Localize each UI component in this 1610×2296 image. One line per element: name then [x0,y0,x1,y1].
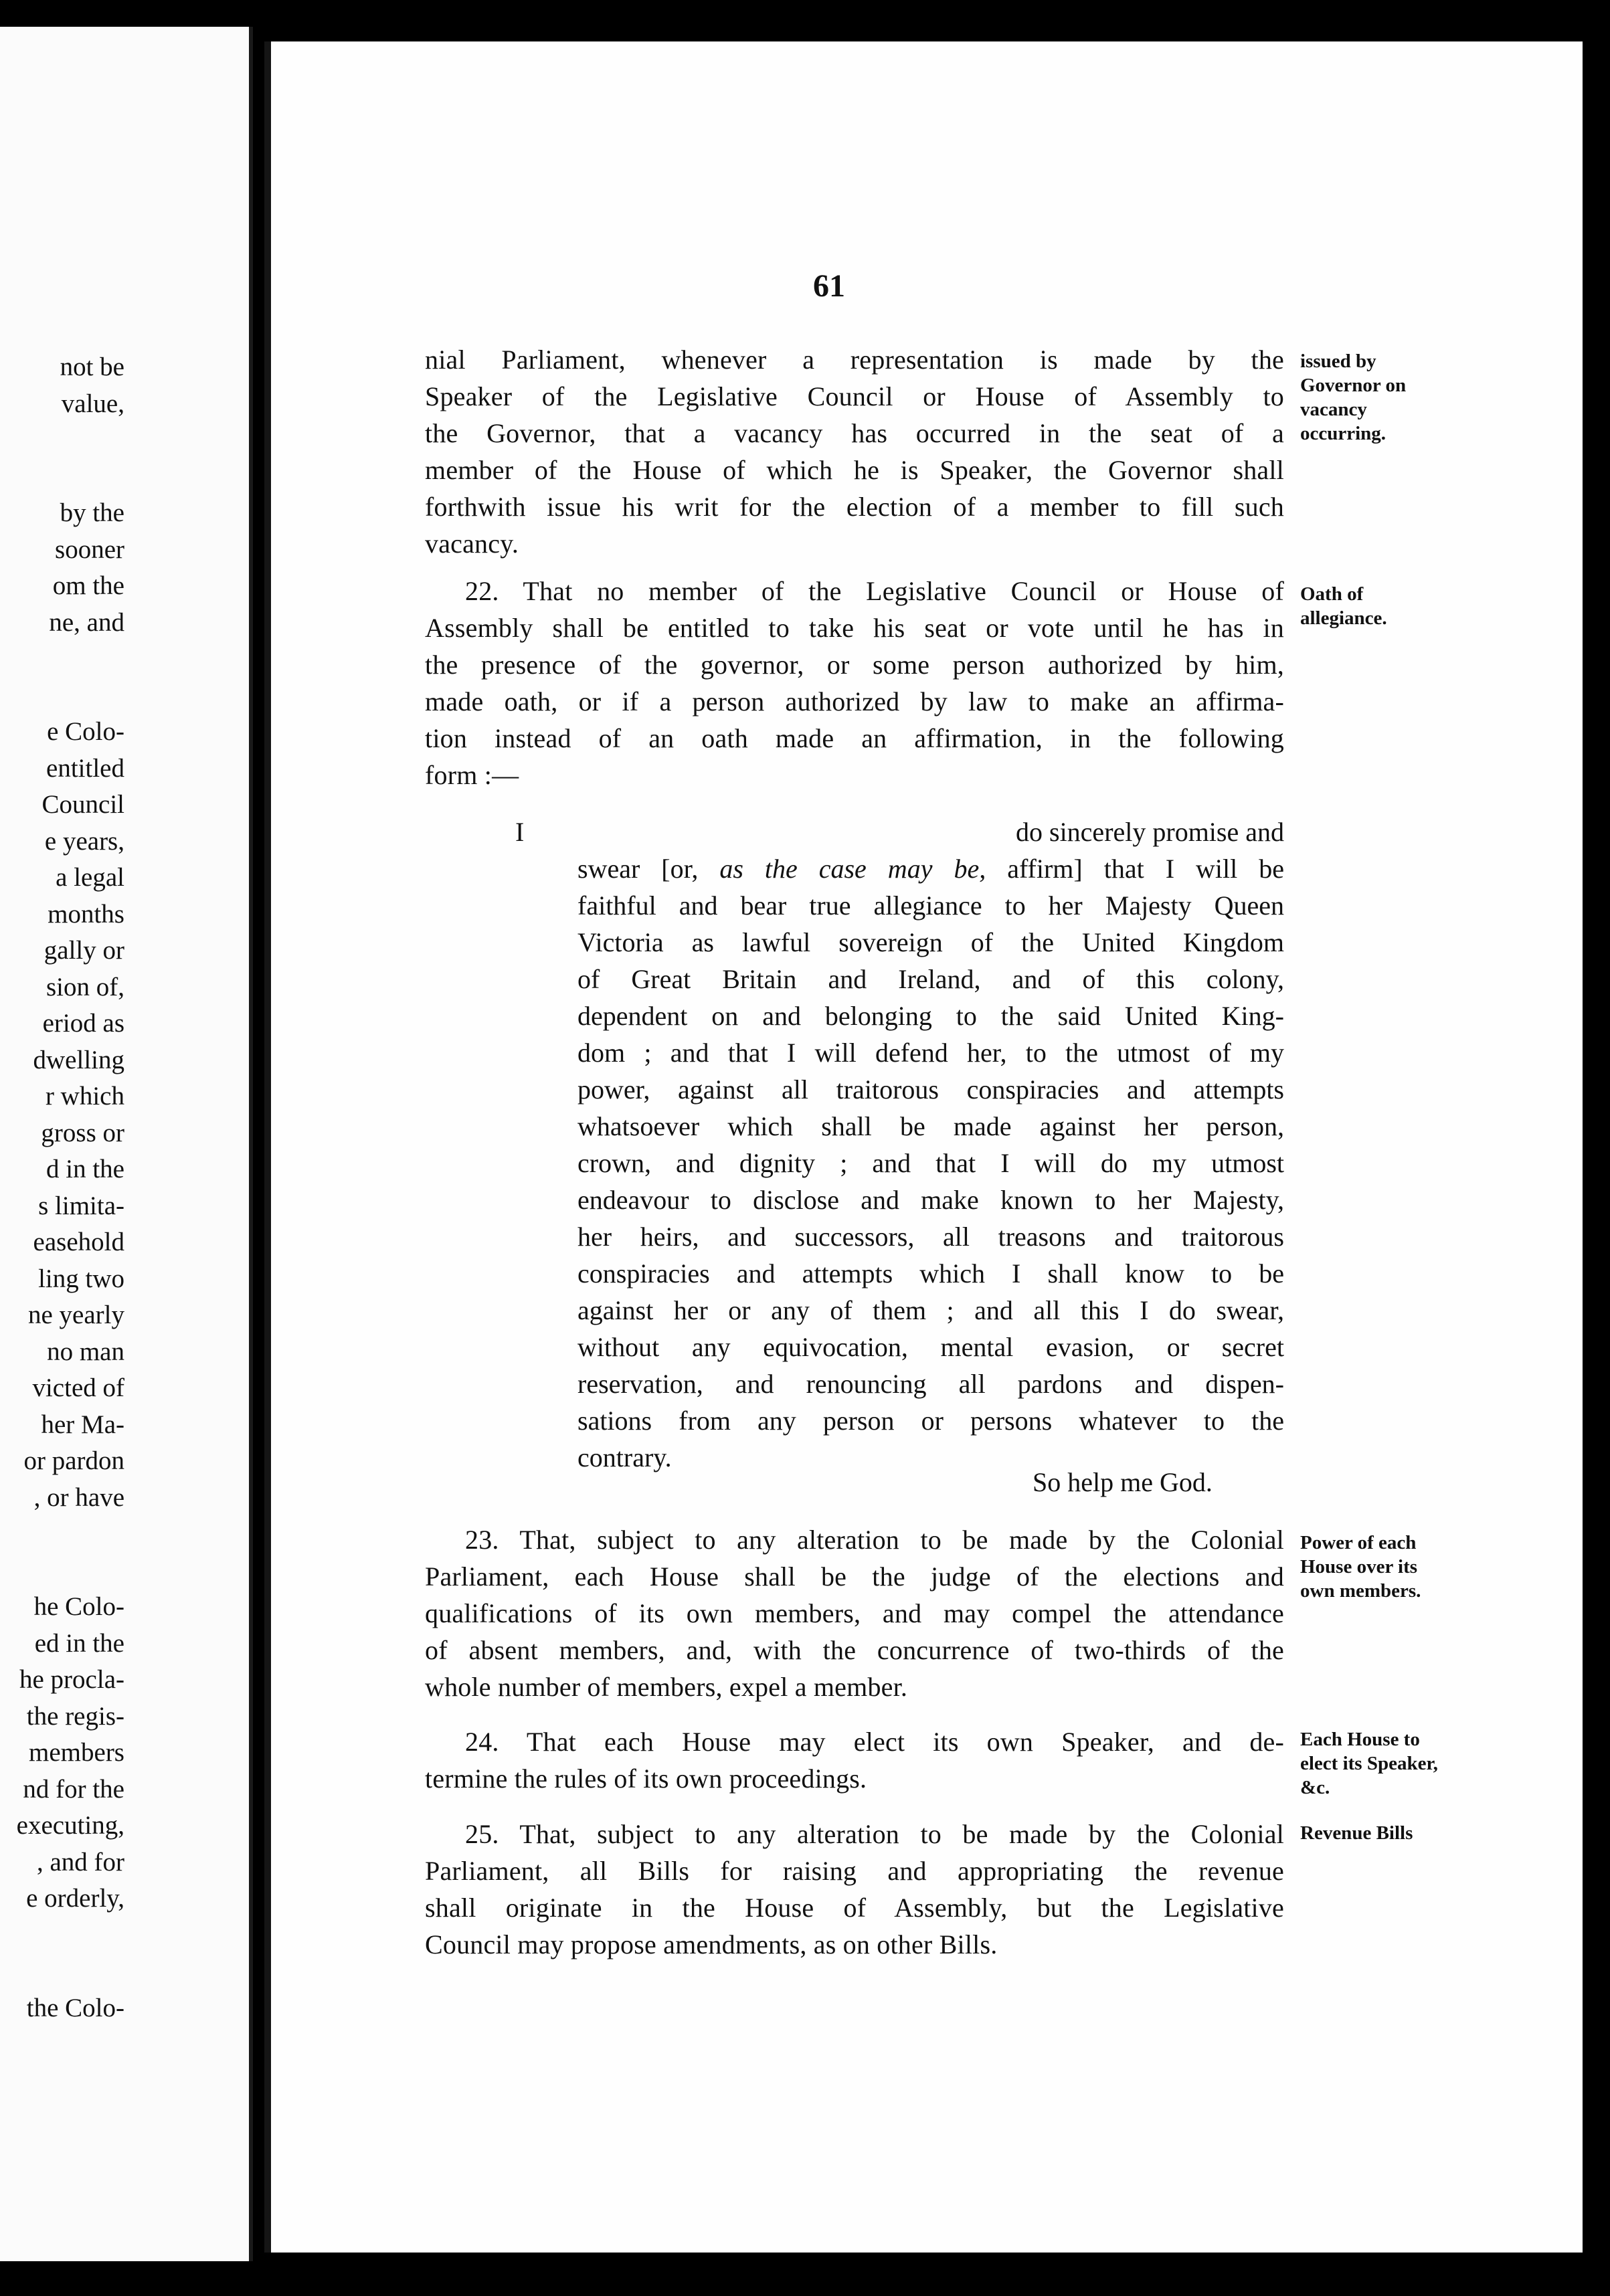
left-page-line: ne, and [49,607,124,637]
left-page-line: ne yearly [27,1301,124,1329]
left-page-line: ling two [38,1264,124,1293]
left-page-line: r which [45,1082,124,1111]
left-page-line: the regis- [26,1701,124,1731]
left-page-line: executing, [16,1811,124,1840]
left-page-line: sooner [55,535,124,564]
oath-line: Victoria as lawful sovereign of the United Kingdom [577,927,1284,957]
left-page-line: nd for the [23,1774,124,1804]
left-page-fragment [0,27,253,2261]
left-page-line: dwelling [33,1045,124,1074]
section23-line: whole number of members, expel a member. [425,1672,908,1702]
section23-line: 23. That, subject to any alteration to be made by the Colonial [465,1525,1284,1555]
left-page-line: no man [47,1337,124,1366]
section23-line: qualifications of its own members, and may compel the attendance [425,1598,1284,1628]
left-page-line: sion of, [46,972,124,1001]
oath-opening: I [515,817,525,847]
oath-line: power, against all traitorous conspiracies and attempts [577,1074,1284,1105]
oath-line: contrary. [577,1442,672,1472]
margin-note: Revenue Bills [1300,1822,1413,1844]
left-page-line: members [29,1738,124,1767]
section24-line: termine the rules of its own proceedings. [425,1763,867,1794]
main-page [264,41,1583,2253]
left-page-line: Council [41,790,124,819]
left-page-line: her Ma- [41,1410,124,1439]
section21-line: vacancy. [425,529,519,559]
margin-note: Oath of allegiance. [1300,583,1387,629]
oath-line: faithful and bear true allegiance to her Majesty Queen [577,890,1284,921]
page-number: 61 [813,268,845,304]
oath-line: swear [or, as the case may be, affirm] that I will be [577,854,1284,884]
section22-line: the presence of the governor, or some person authorized by him, [425,650,1284,680]
left-page-line: entitled [46,753,124,783]
left-page-line: value, [61,389,124,418]
oath-line: dom ; and that I will defend her, to the utmost of my [577,1038,1284,1068]
section22-line: form :— [425,760,519,790]
left-page-line: om the [52,571,124,600]
section22-line: tion instead of an oath made an affirmation, in the following [425,723,1284,753]
section21-line: the Governor, that a vacancy has occurred in the seat of a [425,418,1284,448]
oath-line: whatsoever which shall be made against her person, [577,1111,1284,1141]
left-page-line: ed in the [34,1628,124,1658]
left-page-line: , and for [36,1847,124,1877]
oath-line: conspiracies and attempts which I shall know to be [577,1258,1284,1288]
left-page-line: a legal [56,863,124,892]
oath-line: of Great Britain and Ireland, and of this colony, [577,964,1284,994]
section25-line: Parliament, all Bills for raising and appropriating the revenue [425,1856,1284,1886]
left-page-line: , or have [33,1482,124,1512]
left-page-line: he procla- [19,1665,124,1694]
margin-note: Power of each House over its own members. [1300,1532,1421,1602]
oath-line: dependent on and belonging to the said United King- [577,1001,1284,1031]
left-page-line: easehold [33,1228,124,1256]
oath-line: without any equivocation, mental evasion, or secret [577,1332,1284,1362]
left-page-line: e orderly, [26,1884,124,1913]
left-page-line: not be [60,353,124,381]
left-page-line: months [48,899,124,929]
section23-line: of absent members, and, with the concurrence of two-thirds of the [425,1635,1284,1665]
left-page-line: gross or [41,1118,124,1147]
oath-closing: So help me God. [1033,1467,1213,1497]
left-page-line: by the [60,498,124,527]
left-page-line: eriod as [42,1009,124,1038]
section23-line: Parliament, each House shall be the judge of the elections and [425,1561,1284,1592]
oath-line: reservation, and renouncing all pardons and dispen- [577,1369,1284,1399]
section21-line: forthwith issue his writ for the election of a member to fill such [425,492,1284,522]
left-page-line: e Colo- [47,717,124,746]
section25-line: shall originate in the House of Assembly, but the Legislative [425,1893,1284,1923]
oath-line: endeavour to disclose and make known to her Majesty, [577,1185,1284,1215]
oath-line: crown, and dignity ; and that I will do my utmost [577,1148,1284,1178]
section21-line: Speaker of the Legislative Council or House of Assembly to [425,381,1284,411]
margin-note: issued by Governor on vacancy occurring. [1300,351,1407,444]
oath-line: sations from any person or persons whatever to the [577,1406,1284,1436]
section21-line: nial Parliament, whenever a representation is made by the [425,345,1284,375]
left-page-line: he Colo- [33,1592,124,1621]
oath-line: against her or any of them ; and all this I do swear, [577,1295,1284,1325]
section25-line: 25. That, subject to any alteration to be made by the Colonial [465,1819,1284,1849]
section24-line: 24. That each House may elect its own Speaker, and de- [465,1727,1284,1757]
margin-note: Each House to elect its Speaker, &c. [1300,1729,1438,1798]
section22-line: 22. That no member of the Legislative Council or House of [465,576,1284,606]
left-page-line: the Colo- [26,1993,124,2022]
left-page-line: gally or [43,936,124,965]
oath-line: do sincerely promise and [1016,817,1284,847]
oath-line: her heirs, and successors, all treasons and traitorous [577,1222,1284,1252]
left-page-line: victed of [32,1373,124,1402]
left-page-line: e years, [44,826,124,856]
left-page-line: or pardon [23,1446,124,1475]
section21-line: member of the House of which he is Speaker, the Governor shall [425,455,1284,485]
left-page-line: s limita- [38,1191,124,1220]
section25-line: Council may propose amendments, as on other Bills. [425,1929,998,1959]
section22-line: Assembly shall be entitled to take his seat or vote until he has in [425,613,1284,643]
left-page-line: d in the [46,1155,124,1183]
section22-line: made oath, or if a person authorized by law to make an affirma- [425,686,1284,716]
